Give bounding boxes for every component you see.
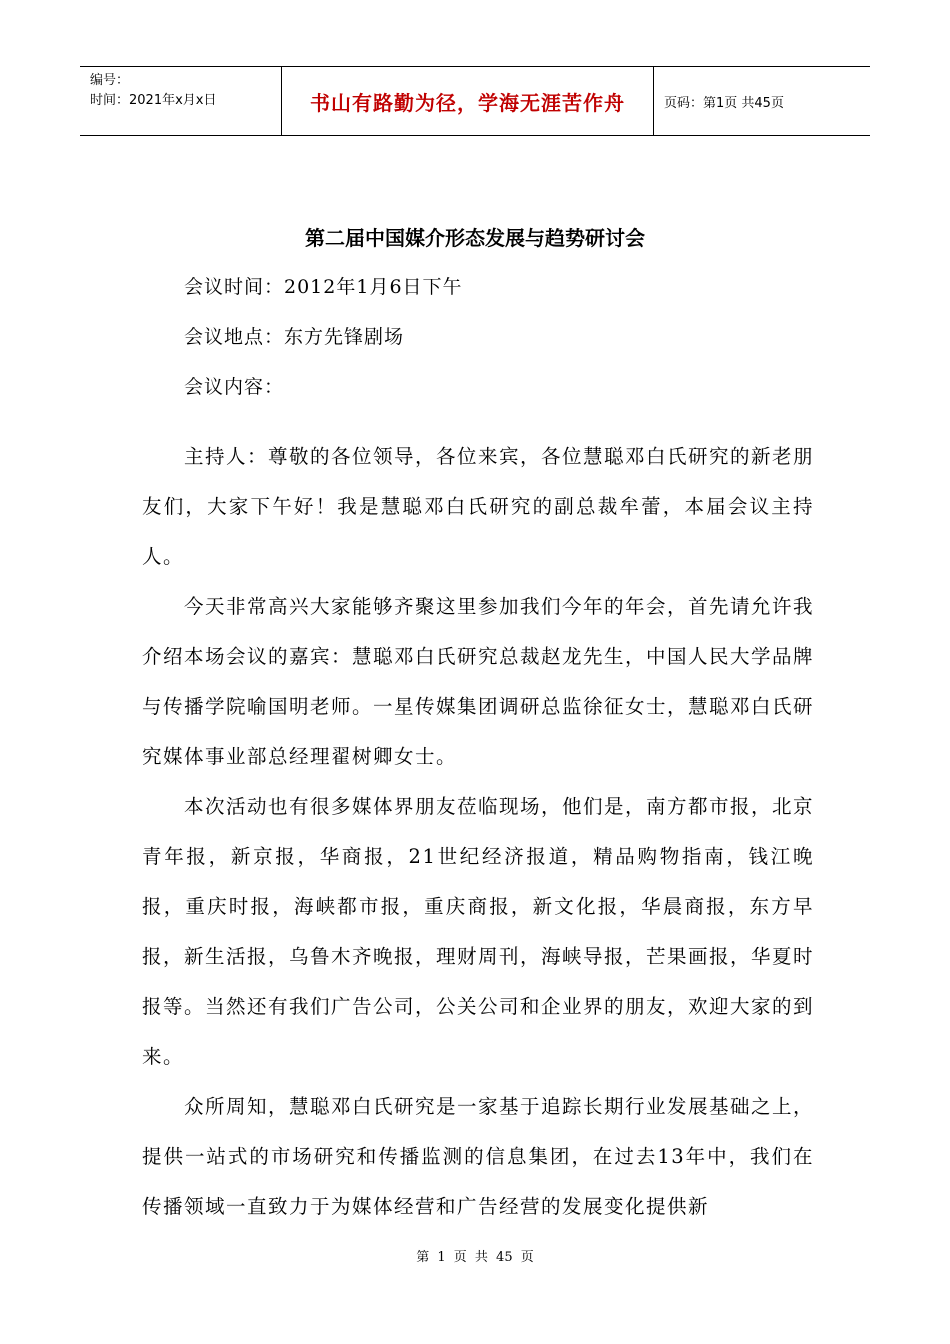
paragraph: 众所周知，慧聪邓白氏研究是一家基于追踪长期行业发展基础之上，提供一站式的市场研究和传播监测的信息集团，在过去13年中，我们在传播领域一直致力于为媒体经营和广告经营的发展变化提供新 [142,1095,815,1218]
header-motto: 书山有路勤为径，学海无涯苦作舟 [282,67,654,135]
meeting-content-label: 会议内容： [184,376,285,398]
paragraph: 今天非常高兴大家能够齐聚这里参加我们今年的年会，首先请允许我介绍本场会议的嘉宾：慧聪邓白氏研究总裁赵龙先生，中国人民大学品牌与传播学院喻国明老师。一星传媒集团调研总监徐征女士，慧聪邓白氏研究媒体事业部总经理翟树卿女士。 [142,595,815,768]
page-footer: 第 1 页 共 45 页 [416,1250,534,1265]
header-meta [80,67,282,135]
document-title: 第二届中国媒介形态发展与趋势研讨会 [305,226,645,250]
time-label: 时间：2021年x月x日 [90,93,217,108]
paragraph: 主持人：尊敬的各位领导，各位来宾，各位慧聪邓白氏研究的新老朋友们，大家下午好！我是慧聪邓白氏研究的副总裁牟蕾，本届会议主持人。 [142,445,815,568]
meeting-time: 会议时间：2012年1月6日下午 [184,276,463,298]
document-body [142,432,814,1232]
page-header [80,66,870,136]
number-label: 编号： [90,73,130,88]
meeting-place: 会议地点：东方先锋剧场 [184,326,405,348]
paragraph: 本次活动也有很多媒体界朋友莅临现场，他们是，南方都市报，北京青年报，新京报，华商报，21世纪经济报道，精品购物指南，钱江晚报，重庆时报，海峡都市报，重庆商报，新文化报，华晨商报，东方早报，新生活报，乌鲁木齐晚报，理财周刊，海峡导报，芒果画报，华夏时报等。当然还有我们广告公司，公关公司和企业界的朋友，欢迎大家的到来。 [142,795,815,1068]
header-page-info: 页码：第1页 共45页 [664,95,784,111]
